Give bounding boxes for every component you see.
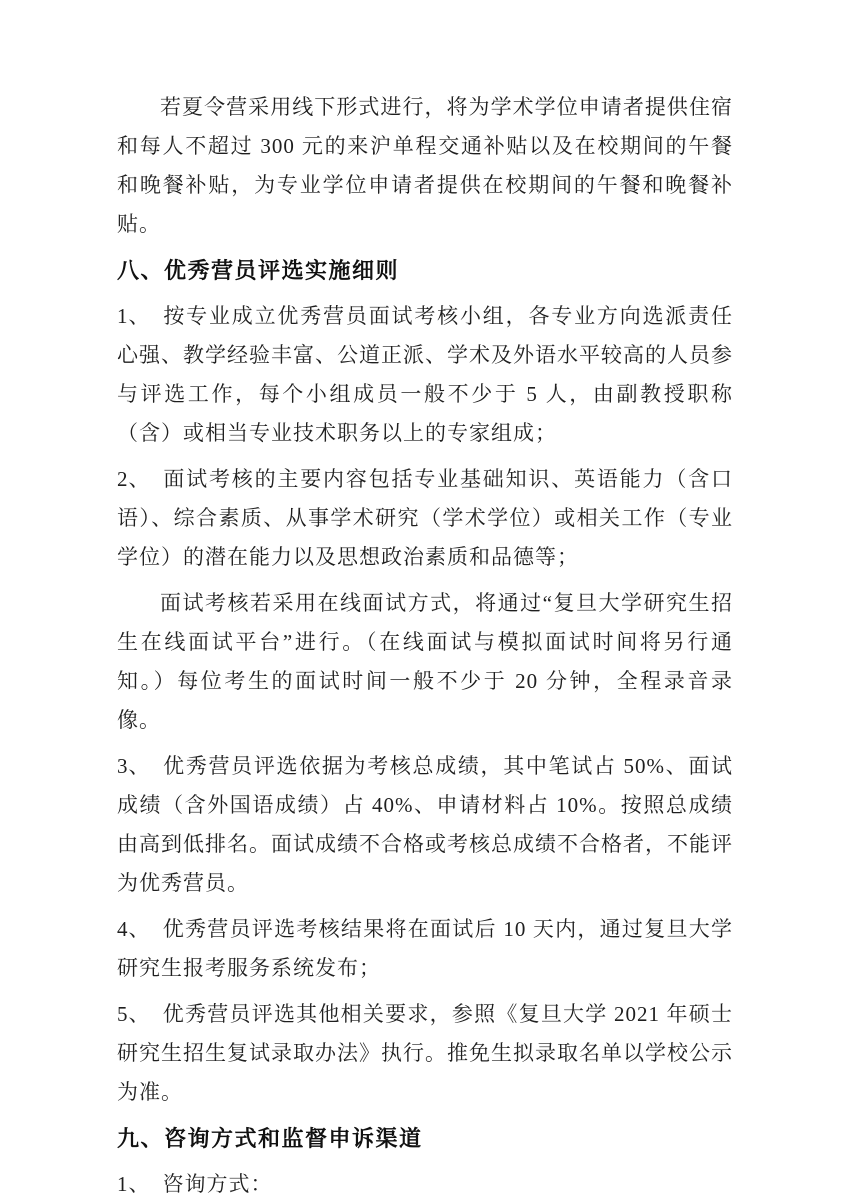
list-item-text: 优秀营员评选其他相关要求，参照《复旦大学 2021 年硕士研究生招生复试录取办法》执行。推免生拟录取名单以学校公示为准。: [117, 1002, 733, 1104]
list-item-text: 面试考核的主要内容包括专业基础知识、英语能力（含口语）、综合素质、从事学术研究（学术学位）或相关工作（专业学位）的潜在能力以及思想政治素质和品德等；: [117, 467, 733, 569]
list-item-number: 2、: [117, 467, 151, 491]
list-item: [117, 910, 733, 988]
list-item-text: 优秀营员评选考核结果将在面试后 10 天内，通过复旦大学研究生报考服务系统发布；: [117, 917, 733, 980]
list-item-number: 3、: [117, 754, 151, 778]
intro-paragraph: 若夏令营采用线下形式进行，将为学术学位申请者提供住宿和每人不超过 300 元的来沪单程交通补贴以及在校期间的午餐和晚餐补贴，为专业学位申请者提供在校期间的午餐和晚餐补贴。: [117, 95, 733, 236]
list-item-number: 1、: [117, 304, 151, 328]
section-heading-8: 八、优秀营员评选实施细则: [117, 258, 400, 283]
list-item-text: 咨询方式：: [162, 1172, 273, 1196]
list-item: [117, 995, 733, 1112]
list-item-number: 5、: [117, 1002, 151, 1026]
list-item-number: 1、: [117, 1172, 151, 1196]
list-item: [117, 460, 733, 577]
list-item-text: 优秀营员评选依据为考核总成绩，其中笔试占 50%、面试成绩（含外国语成绩）占 40%、申请材料占 10%。按照总成绩由高到低排名。面试成绩不合格或考核总成绩不合格者，不能评为优秀营员。: [117, 754, 733, 895]
list-item: [117, 1165, 733, 1200]
list-item-number: 4、: [117, 917, 151, 941]
list-item: [117, 747, 733, 903]
document-body: [117, 88, 733, 1200]
list-item-text: 按专业成立优秀营员面试考核小组，各专业方向选派责任心强、教学经验丰富、公道正派、学术及外语水平较高的人员参与评选工作，每个小组成员一般不少于 5 人，由副教授职称（含）或相当专业技术职务以上的专家组成；: [117, 304, 733, 445]
section-heading-9: 九、咨询方式和监督申诉渠道: [117, 1126, 423, 1151]
list-item: [117, 297, 733, 453]
interview-note-paragraph: 面试考核若采用在线面试方式，将通过“复旦大学研究生招生在线面试平台”进行。（在线面试与模拟面试时间将另行通知。）每位考生的面试时间一般不少于 20 分钟，全程录音录像。: [117, 591, 733, 732]
